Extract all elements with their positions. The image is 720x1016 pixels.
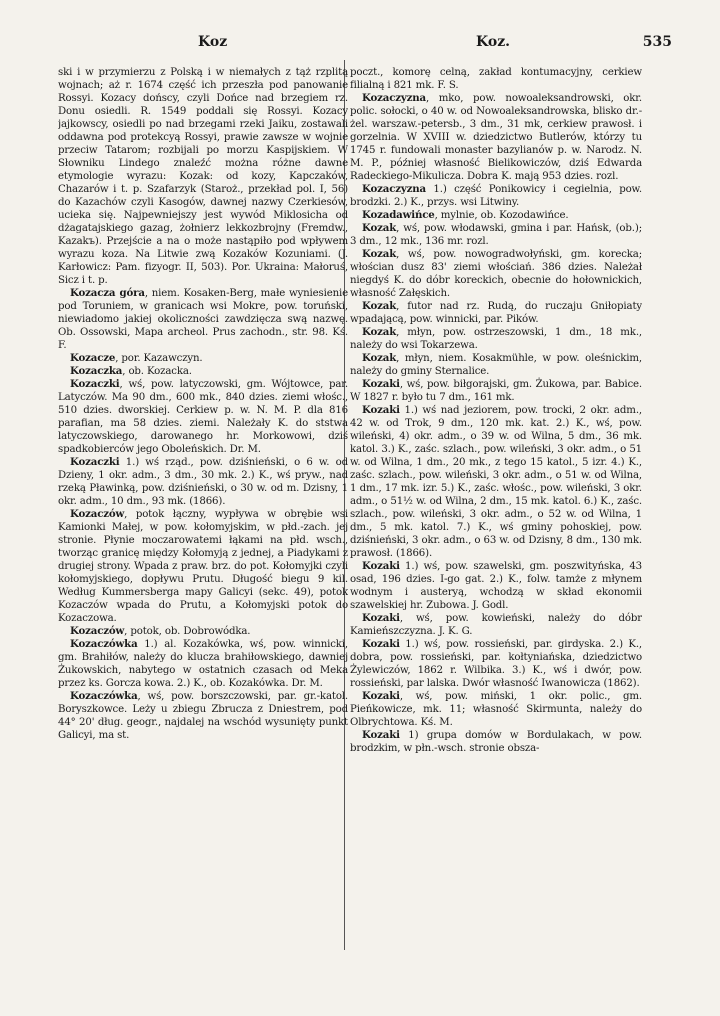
entry-headword: Kozacze <box>70 352 116 364</box>
entry-headword: Kozaki <box>362 560 400 572</box>
entry-text: , mko, pow. nowoaleksandrowski, okr. polic. sołocki, o 40 w. od Nowoaleksandrowska, blisko dr.-żel. warszaw.-petersb., 3 dm., 31 mk, cerkiew prawosł. i gorzelnia. W XVIII w. dziedzictwo Butlerów, którzy tu 1745 r. fundowali monaster bazylianów p. w. Narodz. N. M. P., później własność Bielikowiczów, dziś Edwarda Radeckiego-Mikulicza. Dobra K. mają 953 dzies. rozl. <box>350 93 642 182</box>
entry-text: , wś, pow. włodawski, gmina i par. Hańsk, (ob.); 3 dm., 12 mk., 136 mr. rozl. <box>350 223 642 247</box>
entry-headword: Kozaki <box>362 690 400 702</box>
entry-headword: Kozaczki <box>70 378 120 390</box>
entry-text: , wś, pow. latyczowski, gm. Wójtowce, par. Latyczów. Ma 90 dm., 600 mk., 840 dzies. ziemi włośc., 510 dzies. dworskiej. Cerkiew p. w. N. M. P. dla 816 parafian, ma 58 dzies. ziemi. Należały K. do ststwa latyczowskiego, darowanego hr. Morkowowi, dziś spadkobierców jego Oboleńskich. Dr. M. <box>58 379 348 455</box>
entry-headword: Kozaki <box>362 638 400 650</box>
entry-text: 1.) wś nad jeziorem, pow. trocki, 2 okr. adm., 42 w. od Trok, 9 dm., 120 mk. kat. 2.) K., wś, pow. wileński, 4) okr. adm., o 39 w. od Wilna, 5 dm., 36 mk. katol. 3.) K., zaśc. szlach., pow. wileński, 3 okr. adm., o 51 w. od Wilna, 1 dm., 20 mk., z tego 15 katol., 5 izr. 4.) K., zaśc. szlach., pow. wileński, 3 okr. adm., o 51 w. od Wilna, 1 dm., 17 mk. izr. 5.) K., zaśc. włośc., pow. wileński, 3 okr. adm., o 51½ w. od Wilna, 2 dm., 15 mk. katol. 6.) K., zaśc. szlach., pow. wileński, 3 okr. adm., o 52 w. od Wilna, 1 dm., 5 mk. katol. 7.) K., wś gminy pohoskiej, pow. dziśnieński, 3 okr. adm., o 63 w. od Dzisny, 8 dm., 130 mk. prawosł. (1866). <box>350 405 642 559</box>
dictionary-entry <box>350 638 642 690</box>
entry-text: , wś, pow. biłgorajski, gm. Żukowa, par. Babice. W 1827 r. było tu 7 dm., 161 mk. <box>350 379 642 403</box>
running-head-left: Koz <box>198 34 228 50</box>
dictionary-entry <box>58 287 348 352</box>
entry-headword: Kozak <box>362 248 397 260</box>
entry-headword: Kozaki <box>362 404 400 416</box>
entry-text: 1.) wś, pow. szawelski, gm. poszwityńska, 43 osad, 196 dzies. I-go gat. 2.) K., folw. tamże z młynem wodnym i austeryą, wchodzą w skład ekonomii szawelskiej hr. Zubowa. J. Godl. <box>350 561 642 611</box>
dictionary-entry <box>350 612 642 638</box>
dictionary-entry <box>350 326 642 352</box>
left-column <box>58 66 348 966</box>
entry-text: , por. Kazawczyn. <box>115 353 203 364</box>
entry-headword: Kozaki <box>362 729 400 741</box>
entry-text: , młyn, pow. ostrzeszowski, 1 dm., 18 mk., należy do wsi Tokarzewa. <box>350 327 642 351</box>
entry-headword: Kozak <box>362 352 397 364</box>
dictionary-entry <box>58 638 348 690</box>
entry-headword: Kozaczka <box>70 365 123 377</box>
dictionary-entry <box>350 248 642 300</box>
entry-text: 1) grupa domów w Bordulakach, w pow. brodzkim, w płn.-wsch. stronie obsza- <box>350 730 642 754</box>
dictionary-entry <box>350 300 642 326</box>
dictionary-entry <box>350 183 642 209</box>
entry-text: , niem. Kosaken-Berg, małe wyniesienie pod Toruniem, w granicach wsi Mokre, pow. toruński, niewiadomo jakiej okoliczności zawdzięcza swą nazwę. Ob. Ossowski, Mapa archeol. Prus zachodn., str. 98. Kś. F. <box>58 288 348 351</box>
entry-text: , młyn, niem. Kosakmühle, w pow. oleśnickim, należy do gminy Sternalice. <box>350 353 642 377</box>
entry-text: 1.) część Ponikowicy i cegielnia, pow. brodzki. 2.) K., przys. wsi Litwiny. <box>350 184 642 208</box>
entry-headword: Kozak <box>362 326 397 338</box>
entry-text: 1.) al. Kozakówka, wś, pow. winnicki, gm. Brahiłów, należy do klucza brahiłowskiego, dawniej Żukowskich, nabytego w ostatnich czasach od Meka przez ks. Gorcza kowa. 2.) K., ob. Kozakówka. Dr. M. <box>58 639 348 689</box>
dictionary-entry <box>350 66 642 92</box>
dictionary-entry <box>58 690 348 742</box>
entry-text: , wś, pow. nowogradwołyński, gm. korecka; włościan dusz 83' ziemi włościań. 386 dzies. Należał niegdyś K. do dóbr koreckich, obecnie do hołownickich, własność Załęskich. <box>350 249 642 299</box>
dictionary-entry <box>58 378 348 456</box>
entry-headword: Kozaki <box>362 612 400 624</box>
entry-headword: Kozaczówka <box>70 690 138 702</box>
entry-headword: Kozak <box>362 300 397 312</box>
dictionary-entry <box>58 352 348 365</box>
dictionary-entry <box>58 508 348 625</box>
dictionary-entry <box>350 729 642 755</box>
entry-headword: Kozaki <box>362 378 400 390</box>
entry-text: 1.) wś rząd., pow. dziśnieński, o 6 w. od Dzieny, 1 okr. adm., 3 dm., 30 mk. 2.) K., wś pryw., nad rzeką Pławinką, pow. dziśnieński, o 30 w. od m. Dzisny, 1 okr. adm., 10 dm., 93 mk. (1866). <box>58 457 348 507</box>
entry-text: , potok łączny, wypływa w obrębie wsi Kamionki Małej, w pow. kołomyjskim, w płd.-zach. jej stronie. Płynie moczarowatemi łąkami na płd. wsch., tworząc granicę między Kołomyją z jednej, a Piadykami z drugiej strony. Wpada z praw. brz. do pot. Kołomyjki czyli kołomyjskiego, dopływu Prutu. Długość biegu 9 kil. Według Kummersberga mapy Galicyi (sekc. 49), potok Kozaczów wpada do Prutu, a Kołomyjski potok do Kozaczowa. <box>58 509 348 624</box>
dictionary-entry <box>350 209 642 222</box>
entry-text: , potok, ob. Dobrowódka. <box>124 626 251 637</box>
entry-text: , wś, pow. kowieński, należy do dóbr Kamieńszczyzna. J. K. G. <box>350 613 642 637</box>
dictionary-entry <box>58 66 348 287</box>
dictionary-entry <box>350 690 642 729</box>
dictionary-entry <box>350 222 642 248</box>
dictionary-entry <box>350 92 642 183</box>
entry-headword: Kozaczki <box>70 456 120 468</box>
entry-text: ski i w przymierzu z Polską i w niemałych z tąż rzplitą wojnach; aż r. 1674 część ich przeszła pod panowanie Rossyi. Kozacy dońscy, czyli Dońce nad brzegiem rz. Donu osiedli. R. 1549 poddali się Rossyi. Kozacy jajkowscy, osiedli po nad brzegami rzeki Jaiku, zostawali oddawna pod protekcyą Rossyi, prawie zawsze w wojnie przeciw Tatarom; rozbijali po morzu Kaspijskiem. W Słowniku Lindego znaleźć można różne dawne etymologie wyrazu: Kozak: od kozy, Kapczaków, Chazarów i t. p. Szafarzyk (Staroż., przekład pol. I, 56) do Kazachów czyli Kasogów, dawnej nazwy Czerkiesów, ucieka się. Najpewniejszy jest wywód Miklosicha od dżagatajskiego gazag, żołnierz lekkozbrojny (Fremdw., Kazakъ). Przejście a na o może nastąpiło pod wpływem wyrazu koza. Na Litwie zwą Kozaków Kozuniami. (J. Karłowicz: Pam. fizyogr. II, 503). Por. Ukraina: Małoruś, Sicz i t. p. <box>58 67 348 286</box>
running-head-center: Koz. <box>476 34 511 50</box>
entry-headword: Kozaczyzna <box>362 183 427 195</box>
dictionary-entry <box>350 404 642 560</box>
entry-headword: Kozaczów <box>70 508 125 520</box>
dictionary-entry <box>350 378 642 404</box>
page-number: 535 <box>642 34 672 50</box>
entry-text: , wś, pow. borszczowski, par. gr.-katol. Boryszkowce. Leży u zbiegu Zbrucza z Dniestrem, pod 44° 20' dług. geogr., najdalej na wschód wysunięty punkt Galicyi, ma st. <box>58 691 348 741</box>
entry-headword: Kozacza góra <box>70 287 145 299</box>
entry-headword: Kozadawińce <box>362 209 435 221</box>
dictionary-entry <box>58 365 348 378</box>
page-header <box>58 34 698 56</box>
entry-headword: Kozaczów <box>70 625 125 637</box>
entry-text: , wś, pow. miński, 1 okr. polic., gm. Pieńkowicze, mk. 11; własność Skirmunta, należy do Olbrychtowa. Kś. M. <box>350 691 642 728</box>
entry-text: , ob. Kozacka. <box>122 366 192 377</box>
entry-headword: Kozak <box>362 222 397 234</box>
dictionary-entry <box>350 560 642 612</box>
entry-text: , futor nad rz. Rudą, do ruczaju Gniłopiaty wpadającą, pow. winnicki, par. Pików. <box>350 301 642 325</box>
dictionary-entry <box>58 456 348 508</box>
dictionary-entry <box>58 625 348 638</box>
entry-text: 1.) wś, pow. rossieński, par. girdyska. 2.) K., dobra, pow. rossieński, par. kołtyniańska, dziedzictwo Żylewiczów, 1862 r. Wilbika. 3.) K., wś i dwór, pow. rossieński, par lalska. Dwór własność Iwanowicza (1862). <box>350 639 642 689</box>
right-column <box>350 66 642 966</box>
entry-headword: Kozaczyzna <box>362 92 427 104</box>
entry-text: poczt., komorę celną, zakład kontumacyjny, cerkiew filialną i 821 mk. F. S. <box>350 67 642 91</box>
entry-text: , mylnie, ob. Kozodawińce. <box>434 210 569 221</box>
entry-headword: Kozaczówka <box>70 638 138 650</box>
dictionary-entry <box>350 352 642 378</box>
